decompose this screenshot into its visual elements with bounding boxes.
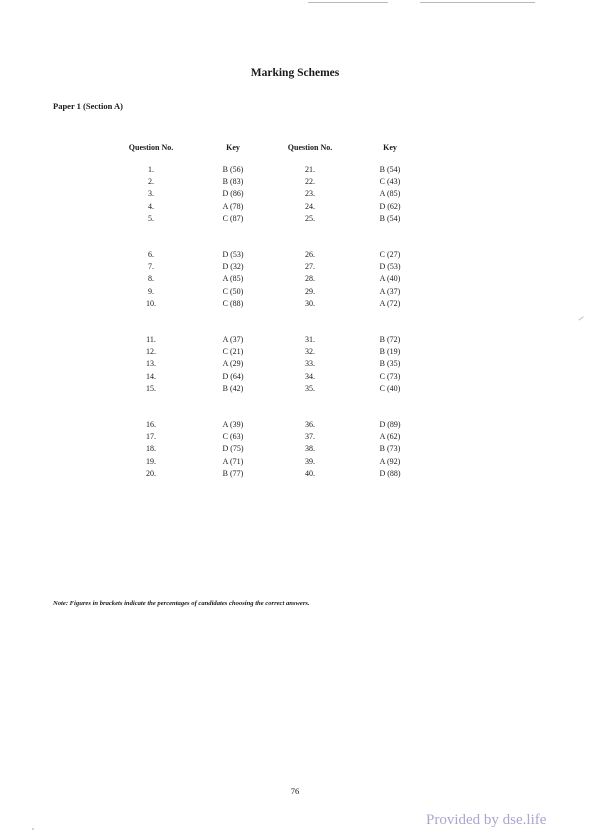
question-number: 2. (148, 177, 154, 187)
question-number: 18. (146, 444, 156, 454)
answer-key: B (42) (222, 383, 244, 393)
answer-key: B (56) (222, 165, 244, 174)
question-number: 22. (305, 177, 315, 187)
question-group (0, 165, 590, 226)
answer-key: B (35) (379, 359, 401, 369)
answer-key: C (63) (222, 432, 244, 442)
answer-key: B (19) (379, 347, 401, 357)
question-number: 15. (146, 383, 156, 393)
table-row (0, 165, 590, 177)
answer-key: A (29) (222, 359, 244, 369)
table-row (0, 214, 590, 226)
question-number: 28. (305, 274, 315, 284)
section-heading: Paper 1 (Section A) (53, 101, 123, 111)
table-row (0, 250, 590, 262)
question-number: 34. (305, 371, 315, 381)
answer-key: A (71) (222, 456, 244, 466)
table-row (0, 444, 590, 456)
answer-key: A (37) (222, 335, 244, 344)
question-number: 19. (146, 456, 156, 466)
question-group (0, 250, 590, 311)
answer-key: C (43) (379, 177, 401, 187)
question-number: 10. (146, 298, 156, 308)
answer-key: B (73) (379, 444, 401, 454)
answer-key: C (50) (222, 286, 244, 296)
question-number: 26. (305, 250, 315, 259)
table-row (0, 384, 590, 396)
question-number: 40. (305, 468, 315, 478)
answer-key: A (62) (379, 432, 401, 442)
table-row (0, 469, 590, 481)
question-number: 5. (148, 213, 154, 223)
answer-key: C (73) (379, 371, 401, 381)
question-number: 39. (305, 456, 315, 466)
table-row (0, 262, 590, 274)
header-question-no: Question No. (287, 143, 333, 152)
question-number: 38. (305, 444, 315, 454)
answer-key: B (54) (379, 165, 401, 174)
question-number: 17. (146, 432, 156, 442)
page-title: Marking Schemes (250, 67, 340, 79)
question-number: 11. (146, 335, 156, 344)
question-number: 30. (305, 298, 315, 308)
answer-key: D (86) (222, 189, 244, 199)
footnote: Note: Figures in brackets indicate the percentages of candidates choosing the correct answers. (53, 600, 310, 607)
table-row (0, 359, 590, 371)
question-number: 31. (305, 335, 315, 344)
answer-key: B (54) (379, 213, 401, 223)
table-row (0, 189, 590, 201)
table-row (0, 274, 590, 286)
answer-key: C (27) (379, 250, 401, 259)
watermark: Provided by dse.life (426, 812, 547, 828)
scan-rule-mark (420, 2, 535, 3)
answer-key: A (78) (222, 201, 244, 211)
question-number: 27. (305, 262, 315, 272)
table-row (0, 177, 590, 189)
question-number: 6. (148, 250, 154, 259)
answer-key: D (75) (222, 444, 244, 454)
question-number: 36. (305, 420, 315, 429)
table-row (0, 372, 590, 384)
answer-key: C (88) (222, 298, 244, 308)
answer-key: D (32) (222, 262, 244, 272)
question-number: 9. (148, 286, 154, 296)
question-number: 4. (148, 201, 154, 211)
question-number: 24. (305, 201, 315, 211)
answer-key: B (72) (379, 335, 401, 344)
table-row (0, 432, 590, 444)
answer-key: A (92) (379, 456, 401, 466)
table-row (0, 347, 590, 359)
table-row (0, 420, 590, 432)
question-number: 8. (148, 274, 154, 284)
question-number: 33. (305, 359, 315, 369)
table-row (0, 287, 590, 299)
answer-key: D (64) (222, 371, 244, 381)
question-number: 35. (305, 383, 315, 393)
question-number: 23. (305, 189, 315, 199)
question-group (0, 335, 590, 396)
header-key: Key (383, 143, 397, 152)
scan-speck (578, 316, 583, 320)
answer-key: D (53) (222, 250, 244, 259)
table-row (0, 202, 590, 214)
question-number: 3. (148, 189, 154, 199)
header-key: Key (226, 143, 240, 152)
scan-speck (32, 828, 34, 830)
table-row (0, 335, 590, 347)
answer-key: A (37) (379, 286, 401, 296)
question-number: 1. (148, 165, 154, 174)
question-number: 37. (305, 432, 315, 442)
question-number: 29. (305, 286, 315, 296)
answer-key: C (87) (222, 213, 244, 223)
question-number: 12. (146, 347, 156, 357)
table-row (0, 457, 590, 469)
answer-key: C (21) (222, 347, 244, 357)
table-row (0, 299, 590, 311)
question-number: 14. (146, 371, 156, 381)
question-number: 16. (146, 420, 156, 429)
answer-key: A (85) (379, 189, 401, 199)
scan-rule-mark (308, 2, 388, 3)
question-number: 25. (305, 213, 315, 223)
question-number: 32. (305, 347, 315, 357)
header-question-no: Question No. (128, 143, 174, 152)
answer-key: D (53) (379, 262, 401, 272)
answer-key: A (40) (379, 274, 401, 284)
answer-key: C (40) (379, 383, 401, 393)
answer-key: A (72) (379, 298, 401, 308)
answer-key: A (85) (222, 274, 244, 284)
answer-key: A (39) (222, 420, 244, 429)
page-number: 76 (290, 786, 300, 796)
answer-key: B (77) (222, 468, 244, 478)
question-number: 7. (148, 262, 154, 272)
answer-key: D (88) (379, 468, 401, 478)
answer-key: D (62) (379, 201, 401, 211)
question-number: 13. (146, 359, 156, 369)
question-group (0, 420, 590, 481)
answer-key: D (89) (379, 420, 401, 429)
answer-key: B (83) (222, 177, 244, 187)
question-number: 21. (305, 165, 315, 174)
question-number: 20. (146, 468, 156, 478)
